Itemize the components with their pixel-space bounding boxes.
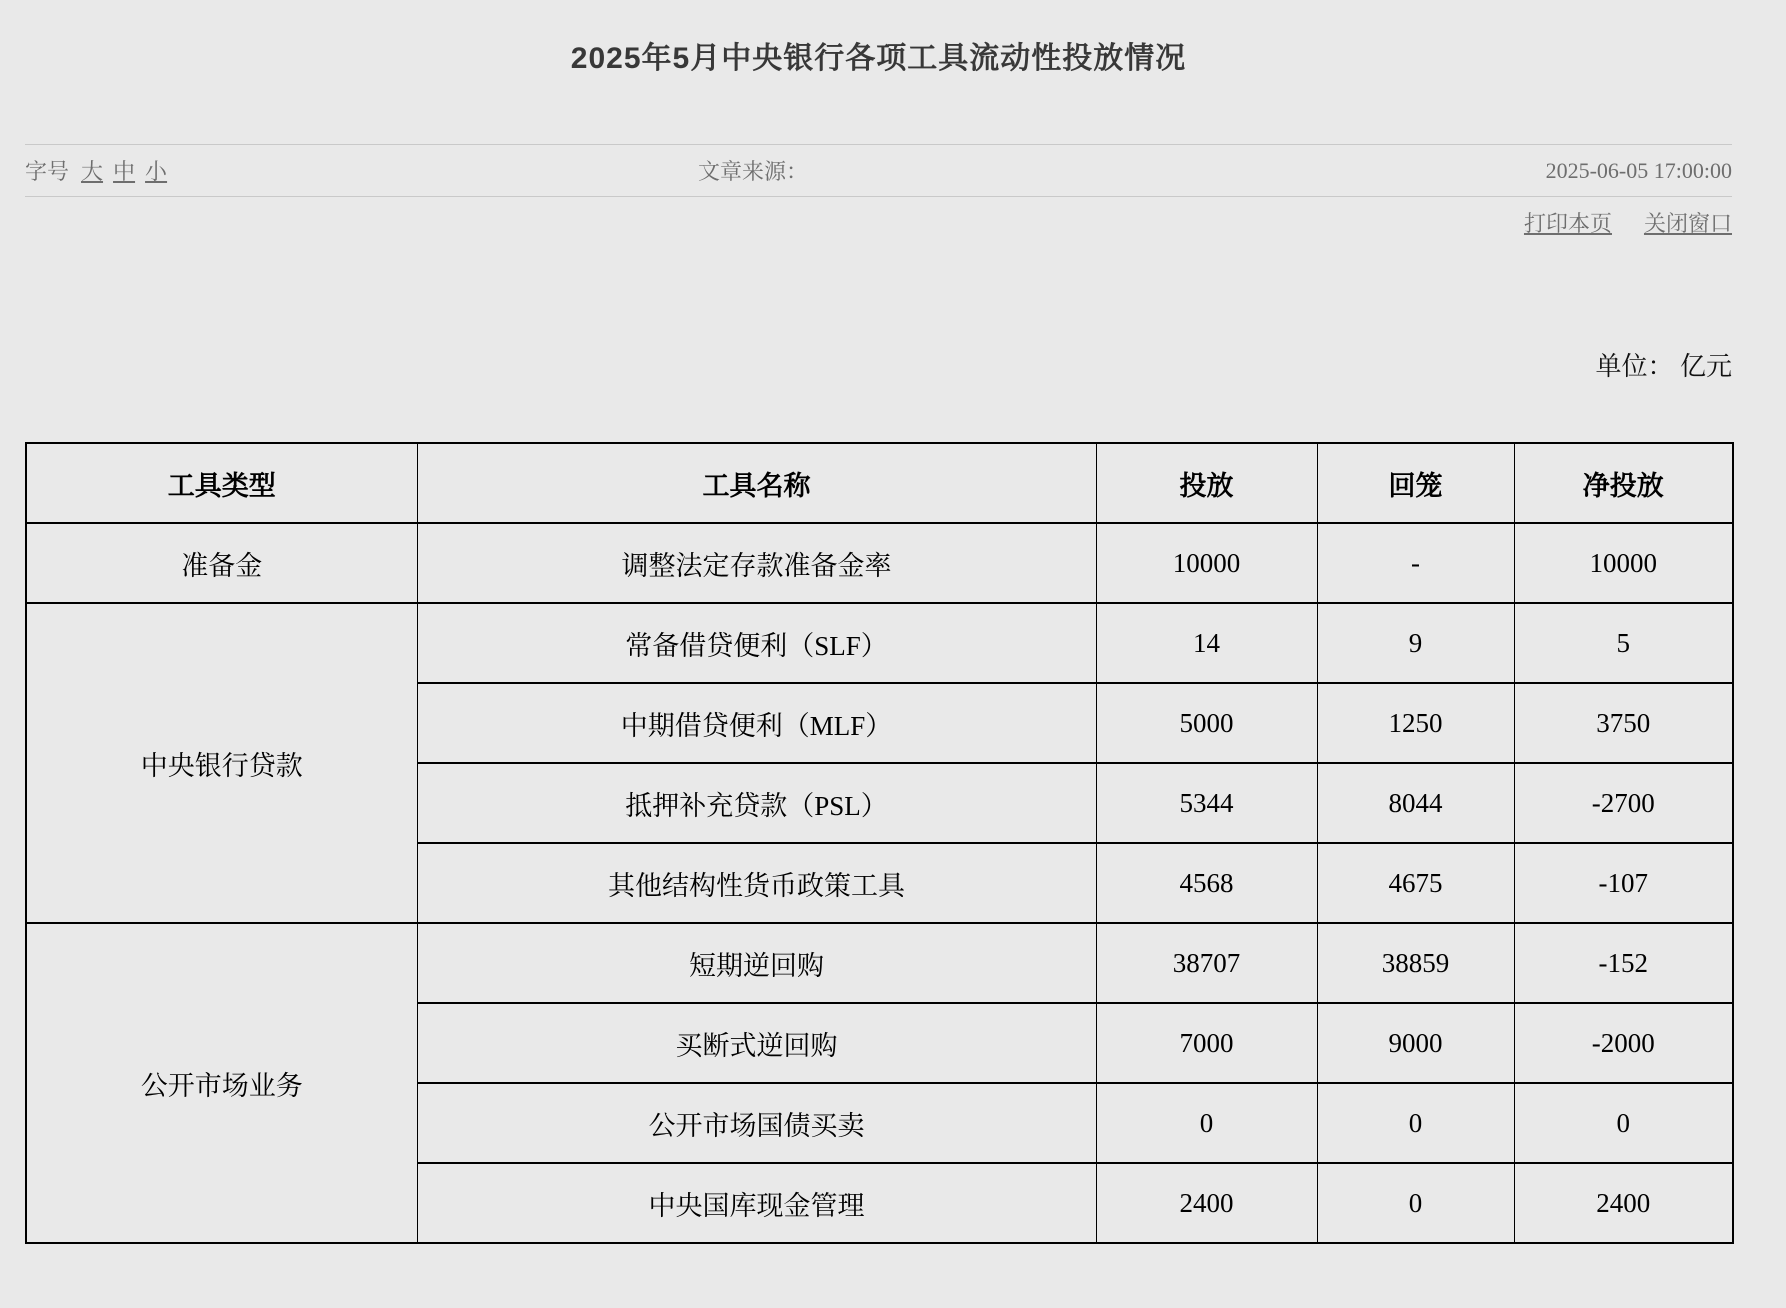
article-page bbox=[25, 0, 1732, 1244]
tool-type-cell: 准备金 bbox=[26, 523, 417, 603]
table-row bbox=[26, 603, 1733, 683]
net-cell: 2400 bbox=[1514, 1163, 1733, 1243]
net-cell: 5 bbox=[1514, 603, 1733, 683]
net-cell: 0 bbox=[1514, 1083, 1733, 1163]
inject-cell: 10000 bbox=[1096, 523, 1317, 603]
font-size-label: 字号 bbox=[25, 159, 70, 184]
withdraw-cell: 38859 bbox=[1317, 923, 1514, 1003]
table-row bbox=[26, 923, 1733, 1003]
inject-cell: 7000 bbox=[1096, 1003, 1317, 1083]
font-size-control bbox=[25, 155, 177, 186]
tool-name-cell: 买断式逆回购 bbox=[417, 1003, 1096, 1083]
liquidity-table bbox=[25, 442, 1734, 1244]
tool-type-cell: 中央银行贷款 bbox=[26, 603, 417, 923]
inject-cell: 2400 bbox=[1096, 1163, 1317, 1243]
inject-cell: 38707 bbox=[1096, 923, 1317, 1003]
tool-type-cell: 公开市场业务 bbox=[26, 923, 417, 1243]
inject-cell: 0 bbox=[1096, 1083, 1317, 1163]
withdraw-cell: 8044 bbox=[1317, 763, 1514, 843]
tool-name-cell: 抵押补充贷款（PSL） bbox=[417, 763, 1096, 843]
withdraw-cell: - bbox=[1317, 523, 1514, 603]
meta-bar bbox=[25, 144, 1732, 197]
withdraw-cell: 4675 bbox=[1317, 843, 1514, 923]
close-window-link[interactable]: 关闭窗口 bbox=[1643, 210, 1732, 236]
page-title: 2025年5月中央银行各项工具流动性投放情况 bbox=[570, 42, 1187, 75]
net-cell: -2000 bbox=[1514, 1003, 1733, 1083]
header-tool-name: 工具名称 bbox=[417, 443, 1096, 523]
inject-cell: 4568 bbox=[1096, 843, 1317, 923]
unit-label: 单位： 亿元 bbox=[1595, 352, 1732, 381]
inject-cell: 5000 bbox=[1096, 683, 1317, 763]
tool-name-cell: 中央国库现金管理 bbox=[417, 1163, 1096, 1243]
header-net: 净投放 bbox=[1514, 443, 1733, 523]
font-size-large-link[interactable]: 大 bbox=[81, 159, 104, 184]
net-cell: -2700 bbox=[1514, 763, 1733, 843]
font-size-small-link[interactable]: 小 bbox=[145, 159, 168, 184]
withdraw-cell: 1250 bbox=[1317, 683, 1514, 763]
print-page-link[interactable]: 打印本页 bbox=[1523, 210, 1612, 236]
inject-cell: 14 bbox=[1096, 603, 1317, 683]
net-cell: 3750 bbox=[1514, 683, 1733, 763]
tool-name-cell: 常备借贷便利（SLF） bbox=[417, 603, 1096, 683]
withdraw-cell: 9 bbox=[1317, 603, 1514, 683]
withdraw-cell: 9000 bbox=[1317, 1003, 1514, 1083]
withdraw-cell: 0 bbox=[1317, 1163, 1514, 1243]
net-cell: 10000 bbox=[1514, 523, 1733, 603]
table-row bbox=[26, 523, 1733, 603]
tool-name-cell: 公开市场国债买卖 bbox=[417, 1083, 1096, 1163]
article-source-label: 文章来源： bbox=[698, 159, 809, 184]
inject-cell: 5344 bbox=[1096, 763, 1317, 843]
header-withdraw: 回笼 bbox=[1317, 443, 1514, 523]
tool-name-cell: 其他结构性货币政策工具 bbox=[417, 843, 1096, 923]
tool-name-cell: 中期借贷便利（MLF） bbox=[417, 683, 1096, 763]
net-cell: -152 bbox=[1514, 923, 1733, 1003]
header-tool-type: 工具类型 bbox=[26, 443, 417, 523]
font-size-medium-link[interactable]: 中 bbox=[113, 159, 136, 184]
tool-name-cell: 调整法定存款准备金率 bbox=[417, 523, 1096, 603]
header-inject: 投放 bbox=[1096, 443, 1317, 523]
tool-name-cell: 短期逆回购 bbox=[417, 923, 1096, 1003]
table-header-row bbox=[26, 443, 1733, 523]
withdraw-cell: 0 bbox=[1317, 1083, 1514, 1163]
net-cell: -107 bbox=[1514, 843, 1733, 923]
publish-datetime: 2025-06-05 17:00:00 bbox=[1545, 157, 1732, 183]
action-bar bbox=[25, 197, 1732, 247]
